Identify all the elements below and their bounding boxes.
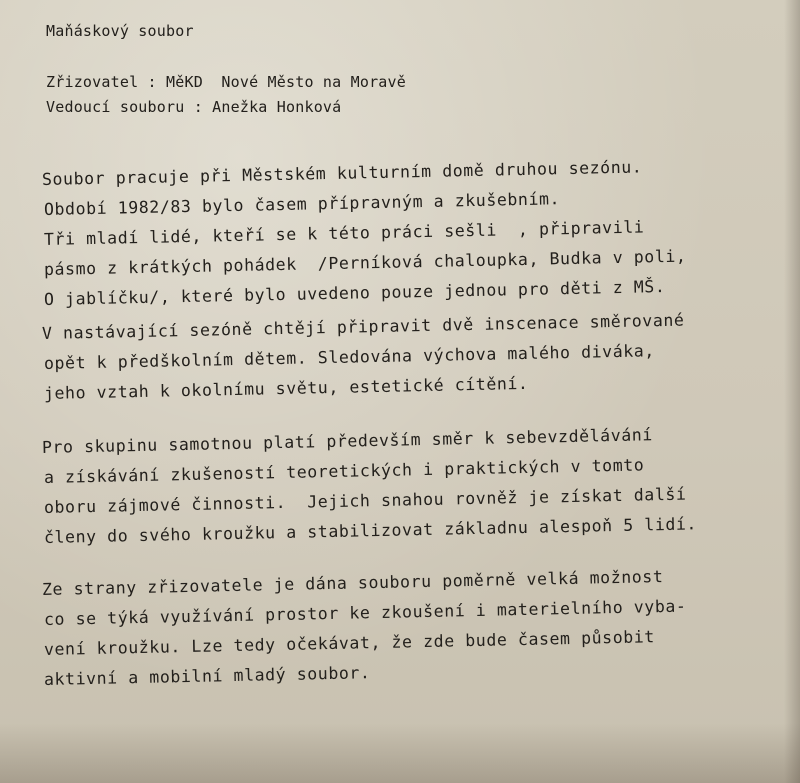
paragraph-line: Ze strany zřizovatele je dána souboru poměrně velká možnost <box>41 566 664 599</box>
paragraph-line: co se týká využívání prostor ke zkoušení i materielního vyba- <box>43 596 687 629</box>
paragraph-line: opět k předškolním dětem. Sledována výchova malého diváka, <box>43 341 656 373</box>
paragraph-line: členy do svého kroužku a stabilizovat základnu alespoň 5 lidí. <box>43 514 698 547</box>
leader-line: Vedoucí souboru : Anežka Honková <box>46 98 342 116</box>
paragraph-line: Pro skupinu samotnou platí především směr k sebevzdělávání <box>41 425 654 457</box>
paragraph-line: Období 1982/83 bylo časem přípravným a zkušebním. <box>43 189 561 219</box>
paragraph-line: Tři mladí lidé, kteří se k této práci sešli , připravili <box>43 217 645 249</box>
paragraph-line: vení kroužku. Lze tedy očekávat, že zde bude časem působit <box>43 627 656 659</box>
paragraph-line: O jablíčku/, které bylo uvedeno pouze jednou pro děti z MŠ. <box>43 276 666 309</box>
founder-line: Zřizovatel : MěKD Nové Město na Moravě <box>46 73 406 91</box>
paragraph-line: Soubor pracuje při Městském kulturním domě druhou sezónu. <box>41 157 643 189</box>
paragraph-line: oboru zájmové činnosti. Jejich snahou rovněž je získat další <box>43 484 687 517</box>
paragraph-line: V nastávající sezóně chtějí připravit dvě inscenace směrované <box>41 310 685 343</box>
paragraph-line: pásmo z krátkých pohádek /Perníková chaloupka, Budka v poli, <box>43 246 687 279</box>
page-edge-shadow <box>784 0 800 783</box>
document-title: Maňáskový soubor <box>46 22 194 40</box>
paragraph-line: jeho vztah k okolnímu světu, estetické cítění. <box>43 373 529 403</box>
paragraph-line: aktivní a mobilní mladý soubor. <box>43 663 371 689</box>
paragraph-line: a získávání zkušeností teoretických i praktických v tomto <box>43 455 645 487</box>
page-bottom-shadow <box>0 723 800 783</box>
